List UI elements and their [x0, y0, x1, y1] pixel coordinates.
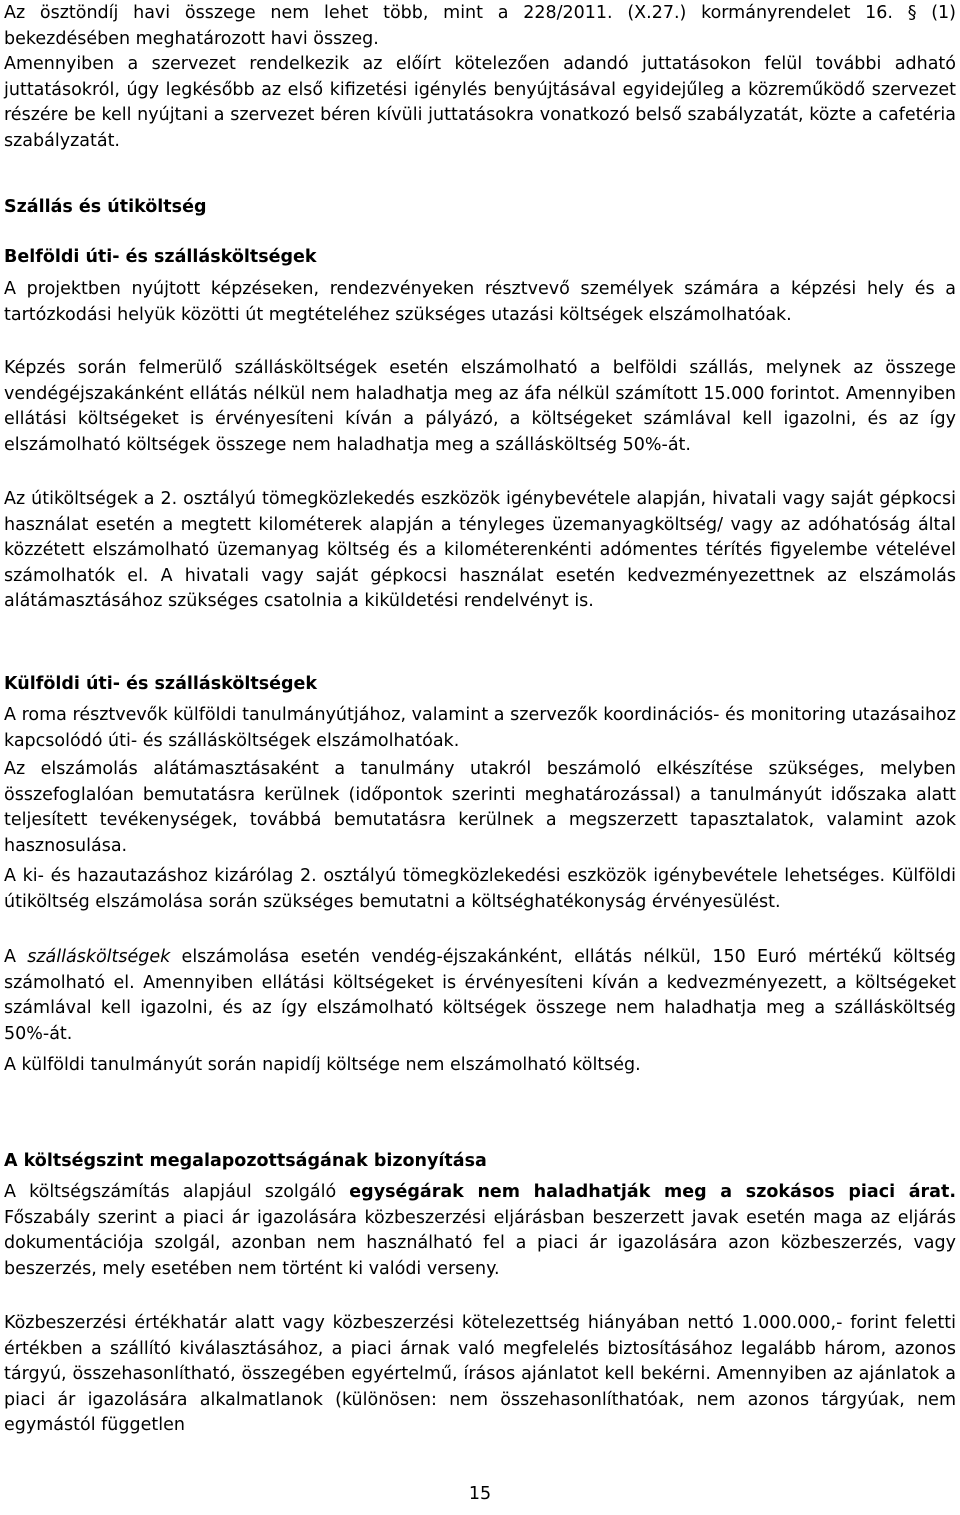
- foreign-report-paragraph: Az elszámolás alátámasztásaként a tanulmány utakról beszámoló elkészítése szükséges, melyben összefoglalóan bemutatásra kerülnek (időpontok szerinti meghatározással) a tanulmányút időszaka alatt teljesített tevékenységek, továbbá bemutatásra kerülnek a megszerzett tapasztalatok, valamint azok hasznosulása.: [4, 759, 956, 856]
- additional-benefits-paragraph: Amennyiben a szervezet rendelkezik az előírt kötelezően adandó juttatásokon felül további adható juttatásokról, úgy legkésőbb az első kifizetési igénylés benyújtásával egyidejűleg a közreműködő szervezet részére be kell nyújtani a szervezet béren kívüli juttatásokra vonatkozó belső szabályzatát, közte a cafetéria szabályzatát.: [4, 54, 956, 151]
- foreign-costs-heading: Külföldi úti- és szállásköltségek: [4, 674, 318, 694]
- foreign-accommodation-rest: elszámolása esetén vendég-éjszakánként, ellátás nélkül, 150 Euró mértékű költség számolható el. Amennyiben ellátási költségeket is érvényesíteni kíván a kedvezményezett, a költségeket számlával kell igazolni, és az így elszámolható költségek összege nem haladhatja meg a szállásköltség 50%-át.: [4, 947, 956, 1044]
- per-diem-paragraph: A külföldi tanulmányút során napidíj költsége nem elszámolható költség.: [4, 1055, 641, 1075]
- foreign-transport-paragraph: A ki- és hazautazáshoz kizárólag 2. osztályú tömegközlekedési eszközök igénybevétele lehetséges. Külföldi útiköltség elszámolása során szükséges bemutatni a költséghatékonyság érvényesülést.: [4, 866, 956, 912]
- unit-price-rest: Főszabály szerint a piaci ár igazolására közbeszerzési eljárásban beszerzett javak esetén maga az eljárás dokumentációja szolgál, azonban nem használható fel a piaci ár igazolására azon közbeszerzés, vagy beszerzés, mely esetében nem történt ki valódi verseny.: [4, 1207, 956, 1279]
- scholarship-amount-paragraph: Az ösztöndíj havi összege nem lehet több, mint a 228/2011. (X.27.) kormányrendelet 16. § (1) bekezdésében meghatározott havi összeg.: [4, 3, 956, 49]
- procurement-threshold-paragraph: Közbeszerzési értékhatár alatt vagy közbeszerzési kötelezettség hiányában nettó 1.000.000,- forint feletti értékben a szállító kiválasztásához, a piaci árnak való megfelelés biztosításához legalább három, azonos tárgyú, összehasonlítható, összegében egyértelmű, írásos ajánlatot kell bekérni. Amennyiben az ajánlatok a piaci ár igazolására alkalmatlanok (különösen: nem összehasonlíthatóak, nem azonos tárgyúak, nem egymástól független: [4, 1313, 956, 1435]
- unit-price-bold: egységárak nem haladhatják meg a szokásos piaci árat.: [349, 1182, 956, 1202]
- page-number: 15: [468, 1484, 492, 1504]
- foreign-accommodation-start: A: [4, 947, 28, 967]
- travel-section-heading: Szállás és útiköltség: [4, 197, 207, 217]
- foreign-accommodation-paragraph: [4, 945, 956, 1047]
- domestic-costs-heading: Belföldi úti- és szállásköltségek: [4, 247, 317, 267]
- domestic-travel-paragraph: A projektben nyújtott képzéseken, rendezvényeken résztvevő személyek számára a képzési hely és a tartózkodási helyük közötti út megtételéhez szükséges utazási költségek elszámolhatóak.: [4, 279, 956, 325]
- unit-price-paragraph: [4, 1180, 956, 1282]
- foreign-trip-paragraph: A roma résztvevők külföldi tanulmányútjához, valamint a szervezők koordinációs- és monitoring utazásaihoz kapcsolódó úti- és szállásköltségek elszámolhatóak.: [4, 705, 956, 751]
- domestic-accommodation-paragraph: Képzés során felmerülő szállásköltségek esetén elszámolható a belföldi szállás, melynek az összege vendégéjszakánként ellátás nélkül nem haladhatja meg az áfa nélkül számított 15.000 forintot. Amennyiben ellátási költségeket is érvényesíteni kíván a pályázó, a költségeket számlával kell igazolni, és az így elszámolható költségek összege nem haladhatja meg a szállásköltség 50%-át.: [4, 358, 956, 455]
- unit-price-start: A költségszámítás alapjául szolgáló: [4, 1182, 350, 1202]
- document-page: [4, 0, 956, 1515]
- cost-level-heading: A költségszint megalapozottságának bizonyítása: [4, 1151, 487, 1171]
- travel-expenses-paragraph: Az útiköltségek a 2. osztályú tömegközlekedés eszközök igénybevétele alapján, hivatali vagy saját gépkocsi használat esetén a megtett kilométerek alapján a tényleges üzemanyagköltség/ vagy az adóhatóság által közzétett elszámolható üzemanyag költség és a kilométerenkénti adómentes térítés figyelembe vételével számolhatók el. A hivatali vagy saját gépkocsi használat esetén kedvezményezettnek az elszámolás alátámasztásához szükséges csatolnia a kiküldetési rendelvényt is.: [4, 489, 956, 611]
- accommodation-term-italic: szállásköltségek: [27, 947, 171, 967]
